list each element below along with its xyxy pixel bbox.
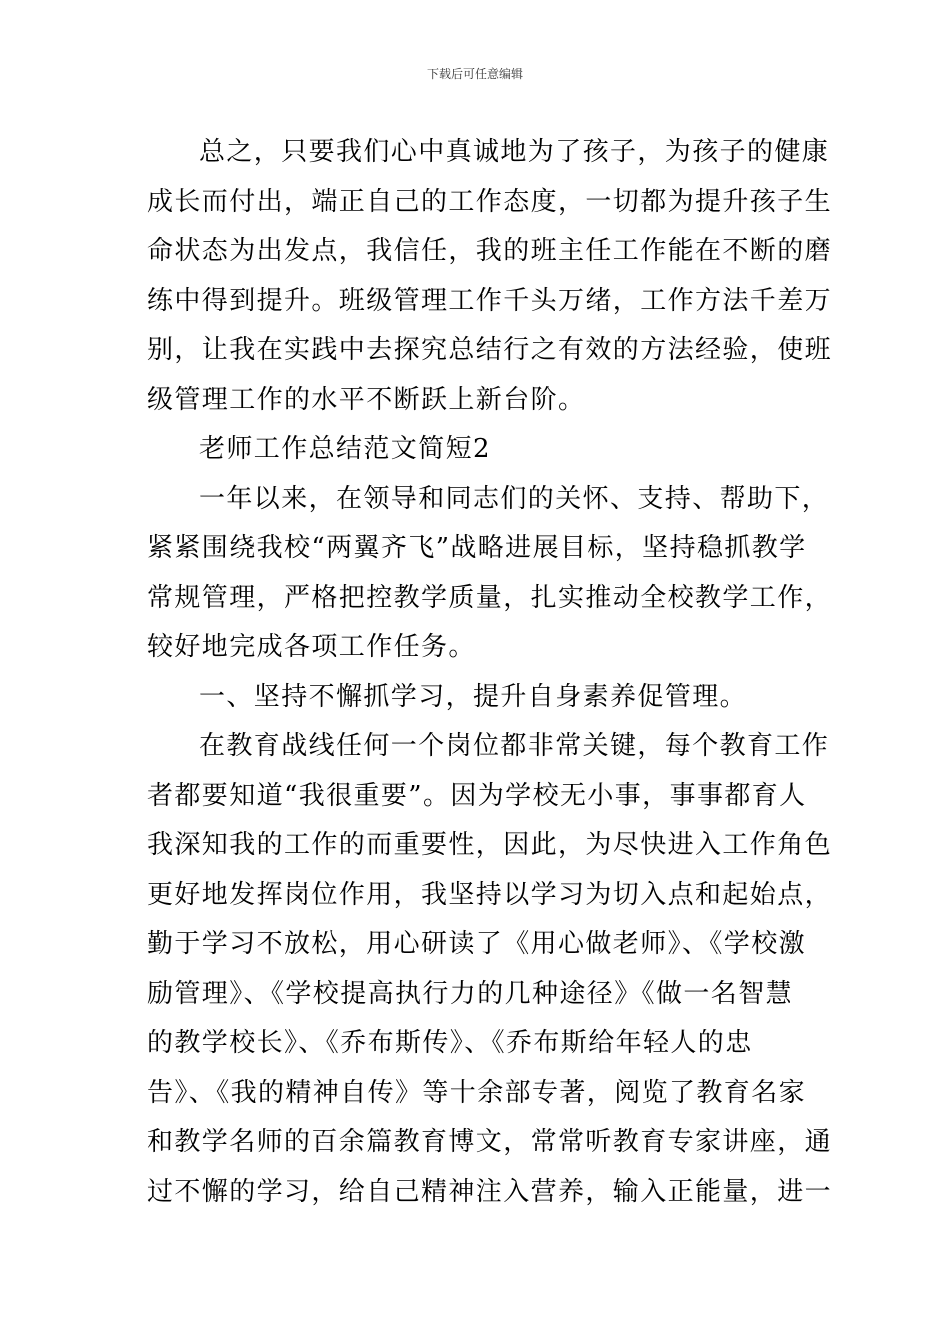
text-line: 更好地发挥岗位作用，我坚持以学习为切入点和起始点， bbox=[147, 879, 833, 910]
text-line: 练中得到提升。班级管理工作千头万绪，工作方法千差万 bbox=[147, 285, 833, 316]
text-line: 命状态为出发点，我信任，我的班主任工作能在不断的磨 bbox=[147, 236, 833, 266]
text-line: 我深知我的工作的而重要性，因此，为尽快进入工作角色 bbox=[147, 830, 833, 860]
text-line: 常规管理，严格把控教学质量，扎实推动全校教学工作， bbox=[147, 582, 833, 613]
text-line: 者都要知道“我很重要”。因为学校无小事，事事都育人 bbox=[147, 780, 807, 811]
page-header-note: 下载后可任意编辑 bbox=[426, 67, 523, 81]
text-line: 过不懈的学习，给自己精神注入营养，输入正能量，进一 bbox=[147, 1176, 833, 1207]
text-line: 和教学名师的百余篇教育博文，常常听教育专家讲座，通 bbox=[147, 1127, 833, 1157]
text-line: 较好地完成各项工作任务。 bbox=[147, 632, 476, 662]
text-line: 在教育战线任何一个岗位都非常关键，每个教育工作 bbox=[199, 731, 830, 761]
text-line: 的教学校长》、《乔布斯传》、《乔布斯给年轻人的忠 bbox=[147, 1028, 753, 1058]
text-line: 别，让我在实践中去探究总结行之有效的方法经验，使班 bbox=[147, 335, 833, 365]
text-line: 紧紧围绕我校“两翼齐飞”战略进展目标，坚持稳抓教学 bbox=[147, 533, 807, 563]
text-line: 级管理工作的水平不断跃上新台阶。 bbox=[147, 384, 586, 415]
text-line: 成长而付出，端正自己的工作态度，一切都为提升孩子生 bbox=[147, 186, 833, 217]
text-line: 勤于学习不放松，用心研读了《用心做老师》、《学校激 bbox=[147, 929, 807, 959]
subsection-heading: 一、坚持不懈抓学习，提升自身素养促管理。 bbox=[199, 681, 748, 712]
text-line: 励管理》、《学校提高执行力的几种途径》《做一名智慧 bbox=[147, 978, 794, 1009]
section-heading: 老师工作总结范文简短2 bbox=[199, 434, 491, 464]
text-line: 一年以来，在领导和同志们的关怀、支持、帮助下， bbox=[199, 483, 830, 514]
text-line: 告》、《我的精神自传》等十余部专著，阅览了教育名家 bbox=[147, 1077, 807, 1108]
document-body bbox=[147, 128, 833, 1217]
text-line: 总之，只要我们心中真诚地为了孩子，为孩子的健康 bbox=[199, 137, 830, 167]
